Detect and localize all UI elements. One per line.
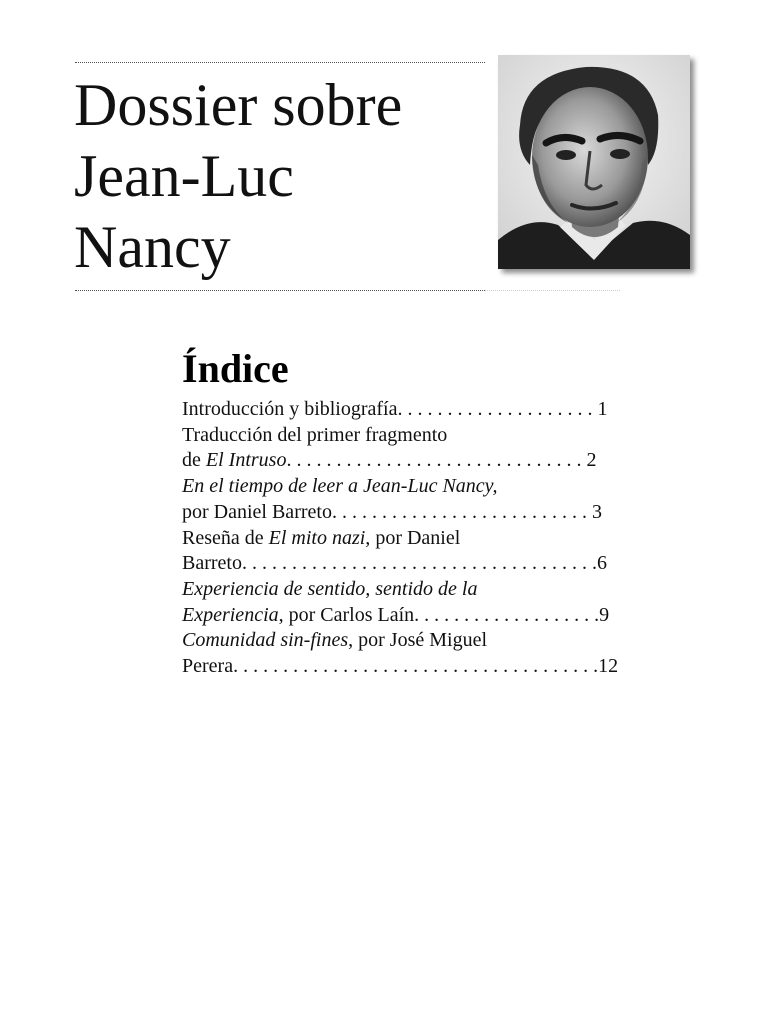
title-line-1: Dossier sobre — [74, 72, 403, 138]
toc-text: Reseña de — [182, 526, 269, 549]
top-dotted-rule — [75, 62, 485, 63]
toc-text: , por Carlos Laín. . . . . . . . . . . . . . . . . . .9 — [278, 603, 610, 626]
portrait-photo — [498, 55, 690, 269]
toc-entry-line — [182, 448, 682, 474]
toc-entry-line — [182, 500, 682, 526]
toc-entry-line — [182, 397, 682, 423]
toc-entry — [182, 577, 682, 628]
toc-list — [182, 397, 682, 680]
toc-text: Traducción del primer fragmento — [182, 423, 448, 446]
toc-entry-line — [182, 423, 682, 449]
toc-entry — [182, 397, 682, 423]
toc-entry — [182, 423, 682, 474]
toc-entry-line — [182, 551, 682, 577]
toc-entry-line — [182, 526, 682, 552]
toc-text: por Daniel Barreto. . . . . . . . . . . . . . . . . . . . . . . . . . 3 — [182, 500, 602, 523]
bottom-dotted-rule-faint — [485, 290, 620, 291]
toc-entry-line — [182, 628, 682, 654]
title-line-2: Jean-Luc — [74, 143, 294, 209]
toc-entry — [182, 628, 682, 679]
toc-entry-line — [182, 654, 682, 680]
toc-text: Introducción y bibliografía. . . . . . . . . . . . . . . . . . . . 1 — [182, 398, 608, 420]
toc-entry — [182, 474, 682, 525]
toc-italic-title: Comunidad sin-fines — [182, 629, 349, 652]
title-line-3: Nancy — [74, 214, 231, 280]
bottom-dotted-rule — [75, 290, 485, 291]
table-of-contents — [182, 343, 682, 680]
toc-entry — [182, 526, 682, 577]
toc-italic-title: Experiencia de sentido, sentido de la — [182, 577, 478, 600]
index-heading: Índice — [182, 346, 289, 391]
toc-italic-title: En el tiempo de leer a Jean-Luc Nancy, — [182, 475, 498, 498]
toc-italic-title: El Intruso — [205, 449, 287, 472]
toc-italic-title: El mito nazi, — [268, 526, 371, 549]
toc-text: , por José Miguel — [348, 629, 488, 652]
toc-text: . . . . . . . . . . . . . . . . . . . . . . . . . . . . . . 2 — [286, 449, 597, 472]
toc-italic-title: Experiencia — [182, 603, 279, 626]
toc-entry-line — [182, 474, 682, 500]
portrait-photo-icon — [498, 55, 690, 269]
document-title — [74, 70, 494, 283]
toc-entry-line — [182, 577, 682, 603]
toc-text: de — [182, 449, 206, 472]
toc-text: Barreto. . . . . . . . . . . . . . . . . . . . . . . . . . . . . . . . . . . .6 — [182, 552, 607, 575]
toc-text: Perera. . . . . . . . . . . . . . . . . . . . . . . . . . . . . . . . . . . . .12 — [182, 655, 619, 678]
toc-entry-line — [182, 603, 682, 629]
toc-text: por Daniel — [370, 526, 461, 549]
